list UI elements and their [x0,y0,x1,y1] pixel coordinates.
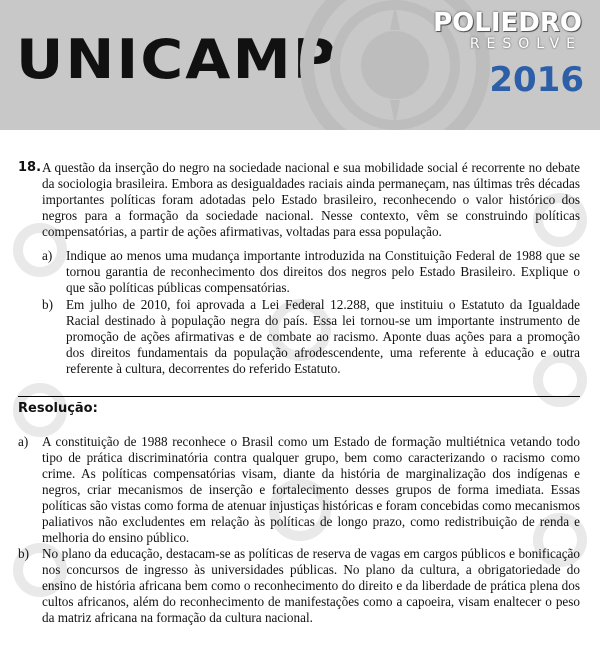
resolution-item-a [18,434,580,546]
question-number: 18. [18,160,42,175]
question-block [18,160,580,378]
item-text: Indique ao menos uma mudança importante introduzida na Constituição Federal de 1988 que se tornou garantia de reconhecimento dos direitos dos negros pelo Estado Brasileiro. Explique o que são políticas públicas compensatórias. [66,248,580,295]
resolution-title: Resolução: [18,401,98,416]
resolution-text: No plano da educação, destacam-se as políticas de reserva de vagas em cargos públicos e bonificação nos concursos de ingresso às universidades públicas. No plano da cultura, a obrigatoriedade do ensino de história africana bem como o reconhecimento do direito e da liberdade de prática plena dos cultos africanos, além do reconhecimento de manifestações como a capoeira, visam enaltecer o peso da matriz africana na formação da cultura nacional. [42,546,580,625]
resolution-letter: b) [18,546,29,561]
question-statement [18,160,580,240]
brand-name: POLIEDRO [433,8,582,38]
resolution-item-b [18,546,580,626]
resolution-letter: a) [18,434,29,449]
exam-year: 2016 [489,60,584,100]
section-divider [18,396,580,397]
resolution-text: A constituição de 1988 reconhece o Brasil como um Estado de formação multiétnica vetando todo tipo de prática discriminatória contra qualquer grupo, bem como caracterizando o racismo como crime. As políticas compensatórias visam, diante da história de marginalização dos indígenas e negros, criar mecanismos de inserção e fortalecimento desses grupos de forma imediata. Essas políticas são vistas como forma de atenuar injustiças históricas e foram concebidas como mecanismos paliativos não excludentes em relação às políticas de longo prazo, como redistribuição de renda e melhoria do ensino público. [42,434,580,545]
item-text: Em julho de 2010, foi aprovada a Lei Federal 12.288, que instituiu o Estatuto da Igualdade Racial destinado à população negra do país. Essa lei tornou-se um importante instrumento de promoção de ações afirmativas e de combate ao racismo. Aponte duas ações para a promoção dos direitos fundamentais da população afrodescendente, uma referente à educação e outra referente à cultura, decorrentes do referido Estatuto. [66,297,580,376]
brand-subtitle: RESOLVE [469,36,582,52]
question-item-a [42,248,580,296]
page-header [0,0,600,130]
question-item-b [42,297,580,377]
brand-logo [433,8,582,52]
question-items [42,248,580,377]
item-letter: a) [42,248,53,263]
question-text: A questão da inserção do negro na sociedade nacional e sua mobilidade social é recorrente no debate da sociologia brasileira. Embora as desigualdades raciais ainda permaneçam, nas últimas três décadas importantes políticas foram adotadas pelo Estado brasileiro, reconhecendo o valor histórico dos negros para a formação da sociedade nacional. Nesse contexto, vêm se construindo políticas compensatórias, a partir de ações afirmativas, voltadas para essa população. [42,160,580,239]
item-letter: b) [42,297,53,312]
resolution-block [18,434,580,626]
exam-title: UNICAMP [16,28,338,91]
